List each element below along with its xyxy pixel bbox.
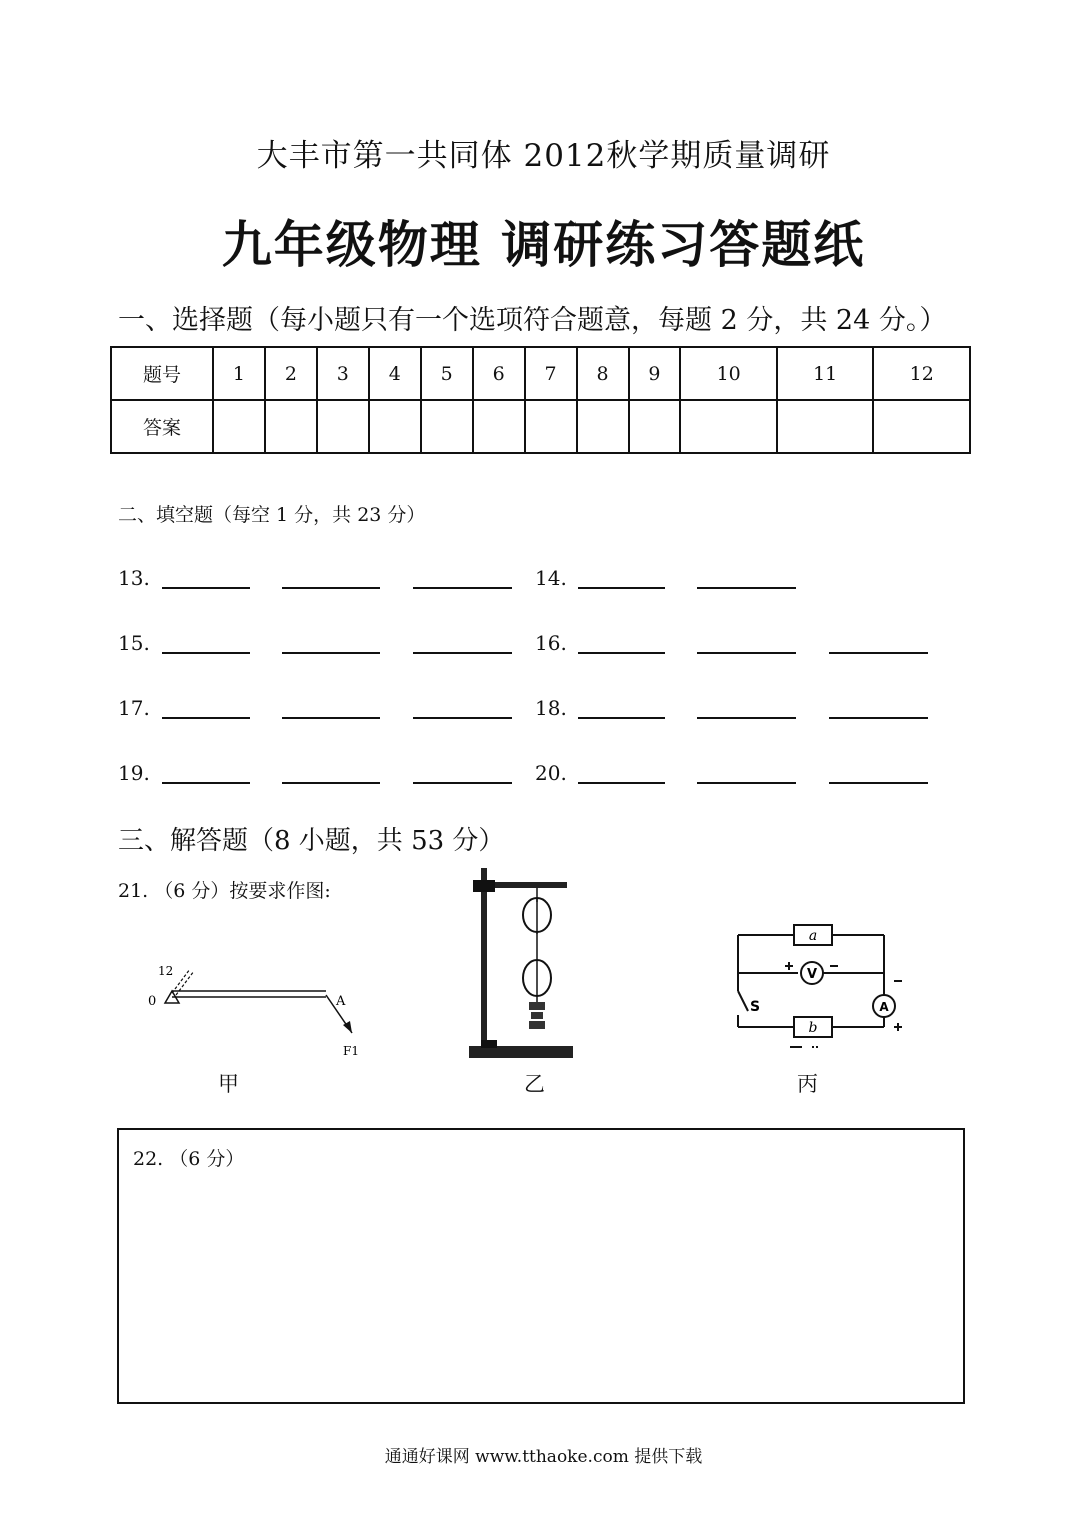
question-number: 7 [525, 347, 577, 400]
caption-bing: 丙 [797, 1072, 818, 1096]
answer-grid [110, 346, 971, 454]
question-21-label: 21. （6 分）按要求作图: [118, 880, 331, 902]
question-label-20: 20. [535, 761, 567, 785]
answer-cell[interactable] [577, 400, 629, 453]
answer-blank[interactable] [829, 717, 928, 719]
answer-cell[interactable] [421, 400, 473, 453]
answer-blank[interactable] [162, 717, 250, 719]
question-number: 10 [680, 347, 777, 400]
section1-heading: 一、选择题（每小题只有一个选项符合题意，每题 2 分，共 24 分。） [118, 305, 947, 336]
answer-blank[interactable] [282, 587, 380, 589]
answer-blank[interactable] [282, 652, 380, 654]
circuit-figure [728, 915, 918, 1055]
answer-cell[interactable] [473, 400, 525, 453]
question-label-13: 13. [118, 566, 150, 590]
answer-blank[interactable] [829, 782, 928, 784]
question-label-15: 15. [118, 631, 150, 655]
answer-row [111, 400, 970, 453]
answer-cell[interactable] [317, 400, 369, 453]
question-number: 9 [629, 347, 681, 400]
section2-heading: 二、填空题（每空 1 分，共 23 分） [118, 504, 426, 526]
label-f1: F1 [343, 1044, 359, 1058]
label-amp: A [879, 1000, 889, 1014]
answer-cell[interactable] [213, 400, 265, 453]
answer-blank[interactable] [413, 652, 512, 654]
question-number: 1 [213, 347, 265, 400]
weight-icon [529, 1002, 545, 1010]
answer-cell[interactable] [680, 400, 777, 453]
row-label-number: 题号 [111, 347, 213, 400]
row-label-answer: 答案 [111, 400, 213, 453]
answer-blank[interactable] [282, 717, 380, 719]
caption-jia: 甲 [218, 1072, 239, 1096]
footer-credit: 通通好课网 www.tthaoke.com 提供下载 [384, 1447, 703, 1467]
spring-scale-stand-figure [465, 862, 580, 1067]
question-number: 5 [421, 347, 473, 400]
question-22-answer-box[interactable] [117, 1128, 965, 1404]
question-number: 4 [369, 347, 421, 400]
answer-blank[interactable] [578, 652, 665, 654]
number-row [111, 347, 970, 400]
answer-blank[interactable] [413, 587, 512, 589]
answer-blank[interactable] [578, 782, 665, 784]
school-header: 大丰市第一共同体 2012秋学期质量调研 [256, 138, 831, 174]
answer-cell[interactable] [629, 400, 681, 453]
label-b: b [808, 1020, 818, 1036]
question-number: 12 [873, 347, 970, 400]
answer-blank[interactable] [162, 652, 250, 654]
label-o: 0 [148, 994, 157, 1009]
answer-blank[interactable] [413, 782, 512, 784]
answer-blank[interactable] [578, 717, 665, 719]
answer-blank[interactable] [697, 782, 796, 784]
section3-heading: 三、解答题（8 小题，共 53 分） [118, 826, 505, 856]
answer-cell[interactable] [777, 400, 874, 453]
question-number: 3 [317, 347, 369, 400]
label-a: A [336, 994, 346, 1009]
answer-cell[interactable] [873, 400, 970, 453]
answer-cell[interactable] [525, 400, 577, 453]
answer-blank[interactable] [413, 717, 512, 719]
question-label-16: 16. [535, 631, 567, 655]
answer-blank[interactable] [829, 652, 928, 654]
answer-blank[interactable] [282, 782, 380, 784]
lever-figure [140, 955, 380, 1065]
answer-blank[interactable] [162, 782, 250, 784]
question-label-14: 14. [535, 566, 567, 590]
label-v: V [806, 967, 818, 982]
answer-blank[interactable] [697, 652, 796, 654]
answer-blank[interactable] [578, 587, 665, 589]
caption-yi: 乙 [524, 1072, 545, 1096]
question-label-18: 18. [535, 696, 567, 720]
answer-blank[interactable] [697, 587, 796, 589]
question-number: 8 [577, 347, 629, 400]
question-22-label: 22. （6 分） [133, 1148, 245, 1170]
label-s: S [750, 999, 761, 1015]
question-number: 2 [265, 347, 317, 400]
question-number: 6 [473, 347, 525, 400]
label-a: a [808, 928, 818, 944]
answer-cell[interactable] [369, 400, 421, 453]
label-l2: 12 [158, 964, 174, 978]
answer-blank[interactable] [162, 587, 250, 589]
question-number: 11 [777, 347, 874, 400]
question-label-19: 19. [118, 761, 150, 785]
answer-blank[interactable] [697, 717, 796, 719]
answer-cell[interactable] [265, 400, 317, 453]
page-title: 九年级物理 调研练习答题纸 [221, 216, 866, 274]
question-label-17: 17. [118, 696, 150, 720]
